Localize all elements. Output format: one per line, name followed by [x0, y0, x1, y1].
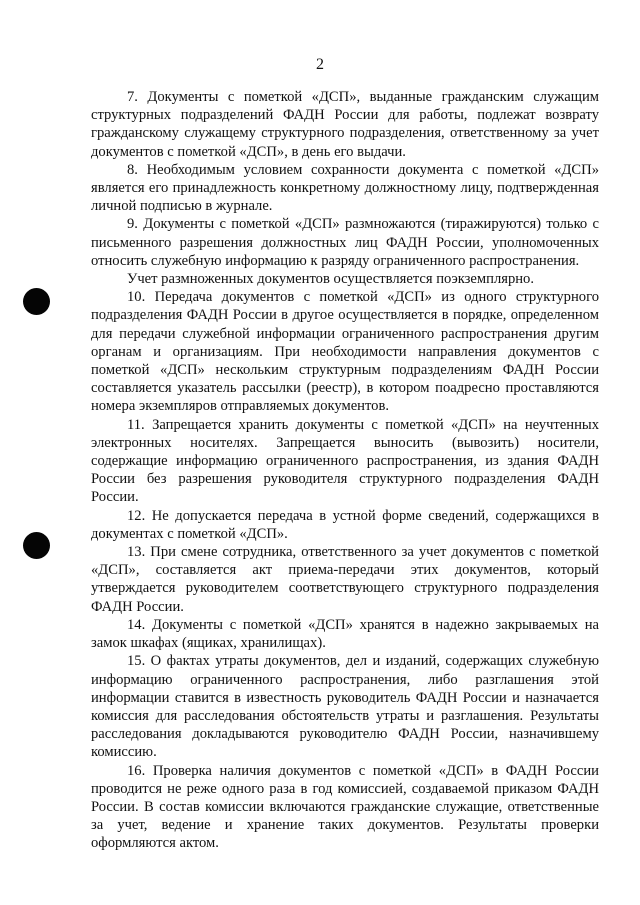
paragraph-14: 14. Документы с пометкой «ДСП» хранятся в надежно закрываемых на замок шкафах (ящиках, хранилищах). — [91, 616, 599, 652]
paragraph-9-note: Учет размноженных документов осуществляется поэкземплярно. — [127, 271, 534, 288]
document-body — [91, 88, 599, 853]
paragraph-10: 10. Передача документов с пометкой «ДСП» из одного структурного подразделения ФАДН России в другое осуществляется в порядке, определенном для передачи служебной информации ограниченного распространения другим органам и организациям. При необходимости направления документов с пометкой «ДСП» нескольким структурным подразделениям ФАДН России составляется указатель рассылки (реестр), в котором поадресно проставляются номера экземпляров отправляемых документов. — [91, 289, 599, 415]
page-number: 2 — [316, 56, 324, 73]
paragraph-9: 9. Документы с пометкой «ДСП» размножаются (тиражируются) только с письменного разрешения должностных лиц ФАДН России, уполномоченных относить служебную информацию к разряду ограниченного распространения. — [91, 216, 599, 269]
paragraph-16: 16. Проверка наличия документов с пометкой «ДСП» в ФАДН России проводится не реже одного раза в год комиссией, создаваемой приказом ФАДН России. В состав комиссии включаются гражданские служащие, ответственные за учет, ведение и хранение таких документов. Результаты проверки оформляются актом. — [91, 762, 599, 852]
paragraph-12: 12. Не допускается передача в устной форме сведений, содержащихся в документах с пометкой «ДСП». — [91, 507, 599, 542]
punch-hole — [23, 288, 50, 315]
paragraph-7: 7. Документы с пометкой «ДСП», выданные гражданским служащим структурных подразделений ФАДН России для работы, подлежат возврату гражданскому служащему структурного подразделения, ответственному за учет документов с пометкой «ДСП», в день его выдачи. — [91, 89, 599, 160]
paragraph-13: 13. При смене сотрудника, ответственного за учет документов с пометкой «ДСП», составляется акт приема-передачи этих документов, который утверждается руководителем соответствующего структурного подразделения ФАДН России. — [91, 544, 599, 615]
paragraph-15: 15. О фактах утраты документов, дел и изданий, содержащих служебную информацию ограниченного распространения, либо разглашения этой информации ставится в известность руководитель ФАДН России и назначается комиссия для расследования обстоятельств утраты и разглашения. Результаты расследования докладываются руководителю ФАДН России, назначившему комиссию. — [91, 653, 599, 761]
paragraph-8: 8. Необходимым условием сохранности документа с пометкой «ДСП» является его принадлежность конкретному должностному лицу, подтвержденная личной подписью в журнале. — [91, 161, 599, 215]
punch-hole — [23, 532, 50, 559]
paragraph-11: 11. Запрещается хранить документы с пометкой «ДСП» на неучтенных электронных носителях. Запрещается выносить (вывозить) носители, содержащие информацию ограниченного распространения, из здания ФАДН России без разрешения руководителя структурного подразделения ФАДН России. — [91, 416, 599, 506]
